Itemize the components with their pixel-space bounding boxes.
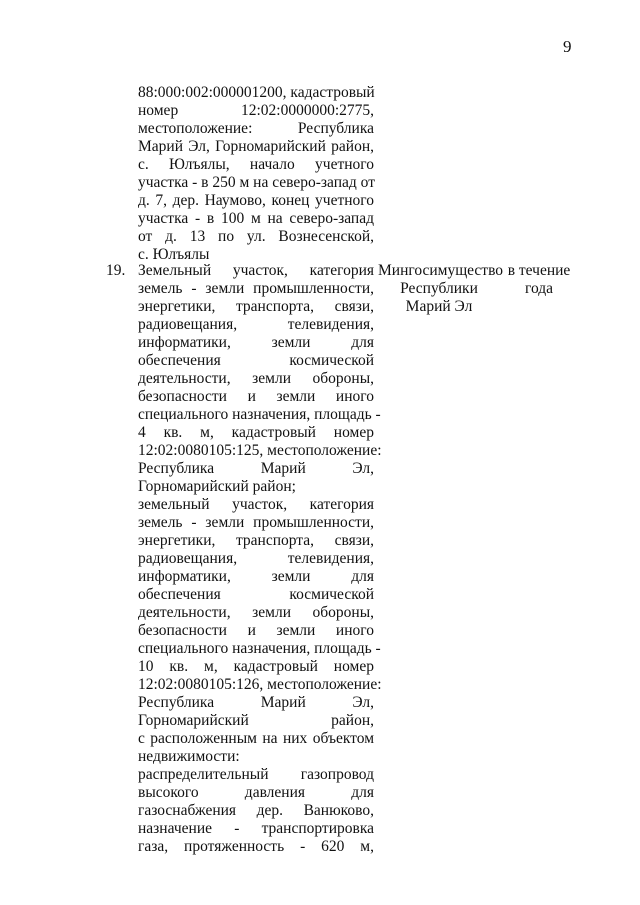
text-line: местоположение: Республика (138, 120, 374, 137)
text-line: с. Юлъялы, начало учетного (138, 156, 374, 173)
text-line: номер 12:02:0000000:2775, (138, 102, 374, 119)
entry-19-term (505, 262, 573, 298)
text-line: назначение - транспортировка (138, 820, 374, 837)
text-line: с расположенным на них объектом (138, 730, 374, 747)
text-line: земель - земли промышленности, (138, 514, 374, 531)
prev-entry-description (138, 84, 374, 264)
page-number: 9 (563, 37, 572, 56)
text-line: специального назначения, площадь - (138, 406, 381, 423)
text-line: информатики, земли для (138, 568, 374, 585)
text-line: Земельный участок, категория (138, 262, 374, 279)
term-line: года (524, 280, 554, 297)
text-line: информатики, земли для (138, 334, 374, 351)
text-line: газа, протяженность - 620 м, (138, 838, 374, 855)
text-line: высокого давления для (138, 784, 374, 801)
text-line: от д. 13 по ул. Вознесенской, (138, 228, 374, 245)
text-line: Горномарийский район; (138, 478, 296, 495)
text-line: участка - в 100 м на северо-запад (138, 210, 374, 227)
text-line: земельный участок, категория (138, 496, 374, 513)
text-line: радиовещания, телевидения, (138, 316, 374, 333)
text-line: обеспечения космической (138, 586, 374, 603)
responsible-line: Мингосимущество (378, 262, 504, 279)
text-line: Горномарийский район, (138, 712, 374, 729)
text-line: газоснабжения дер. Ванюково, (138, 802, 374, 819)
text-line: обеспечения космической (138, 352, 374, 369)
text-line: 88:000:002:000001200, кадастровый (138, 84, 375, 101)
entry-number: 19. (106, 262, 126, 279)
text-line: Марий Эл, Горномарийский район, (138, 138, 374, 155)
text-line: энергетики, транспорта, связи, (138, 298, 374, 315)
responsible-line: Республики (400, 280, 478, 297)
text-line: деятельности, земли обороны, (138, 604, 374, 621)
text-line: 12:02:0080105:125, местоположение: (138, 442, 382, 459)
text-line: распределительный газопровод (138, 766, 374, 783)
text-line: радиовещания, телевидения, (138, 550, 374, 567)
text-line: с. Юлъялы (138, 246, 210, 263)
text-line: 12:02:0080105:126, местоположение: (138, 676, 382, 693)
term-line: в течение (507, 262, 571, 279)
text-line: безопасности и земли иного (138, 388, 374, 405)
responsible-line: Марий Эл (405, 298, 473, 315)
text-line: участка - в 250 м на северо-запад от (138, 174, 375, 191)
text-line: деятельности, земли обороны, (138, 370, 374, 387)
entry-19-description (138, 262, 382, 856)
text-line: д. 7, дер. Наумово, конец учетного (138, 192, 374, 209)
text-line: 10 кв. м, кадастровый номер (138, 658, 374, 675)
text-line: Республика Марий Эл, (138, 460, 374, 477)
text-line: специального назначения, площадь - (138, 640, 381, 657)
text-line: 4 кв. м, кадастровый номер (138, 424, 374, 441)
text-line: недвижимости: (138, 748, 240, 765)
text-line: Республика Марий Эл, (138, 694, 374, 711)
text-line: безопасности и земли иного (138, 622, 374, 639)
text-line: энергетики, транспорта, связи, (138, 532, 374, 549)
entry-19-responsible (378, 262, 504, 316)
text-line: земель - земли промышленности, (138, 280, 374, 297)
